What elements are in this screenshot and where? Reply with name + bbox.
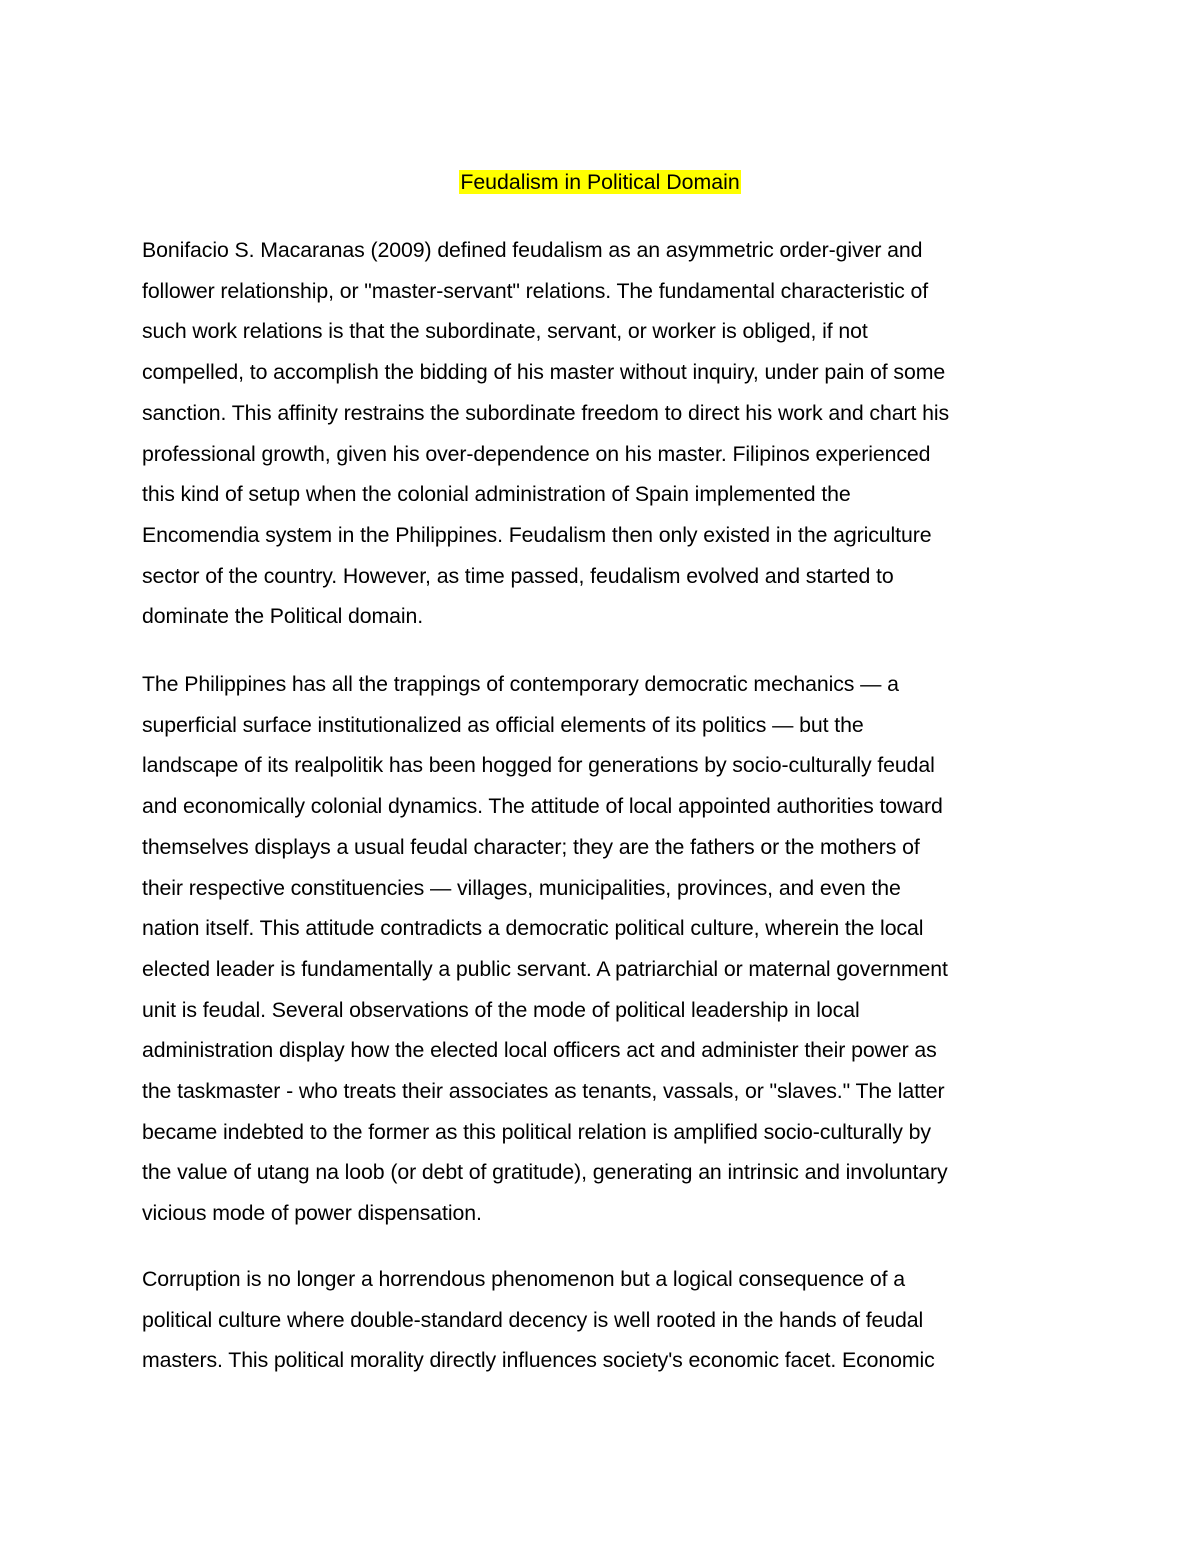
paragraph-line: The Philippines has all the trappings of contemporary democratic mechanics — a <box>142 672 899 696</box>
paragraph-line: masters. This political morality directly influences society's economic facet. Economic <box>142 1348 935 1373</box>
paragraph-line: unit is feudal. Several observations of the mode of political leadership in local <box>142 997 860 1022</box>
paragraph-line: themselves displays a usual feudal character; they are the fathers or the mothers of <box>142 834 920 859</box>
paragraph-line: this kind of setup when the colonial administration of Spain implemented the <box>142 482 851 507</box>
paragraph-line: follower relationship, or "master-servant" relations. The fundamental characteristic of <box>142 278 929 303</box>
paragraph-line: political culture where double-standard decency is well rooted in the hands of feudal <box>142 1307 924 1332</box>
paragraph-line: Corruption is no longer a horrendous phenomenon but a logical consequence of a <box>142 1267 905 1291</box>
paragraph-line: became indebted to the former as this political relation is amplified socio-culturally by <box>142 1119 931 1144</box>
document-title: Feudalism in Political Domain <box>460 170 740 194</box>
paragraph-line: their respective constituencies — villages, municipalities, provinces, and even the <box>142 875 901 900</box>
paragraph-line: sector of the country. However, as time passed, feudalism evolved and started to <box>142 563 894 588</box>
paragraph-1 <box>142 230 1057 637</box>
paragraph-line: compelled, to accomplish the bidding of his master without inquiry, under pain of some <box>142 360 946 385</box>
title-container <box>0 168 1200 196</box>
paragraph-2 <box>142 664 1057 1234</box>
paragraph-line: such work relations is that the subordinate, servant, or worker is obliged, if not <box>142 319 868 344</box>
paragraph-line: the taskmaster - who treats their associates as tenants, vassals, or "slaves." The latter <box>142 1079 945 1104</box>
paragraph-line: landscape of its realpolitik has been hogged for generations by socio-culturally feudal <box>142 753 935 778</box>
paragraph-line: and economically colonial dynamics. The attitude of local appointed authorities toward <box>142 794 943 819</box>
paragraph-line: dominate the Political domain. <box>142 604 424 629</box>
paragraph-line: Encomendia system in the Philippines. Feudalism then only existed in the agriculture <box>142 522 932 547</box>
paragraph-line: superficial surface institutionalized as official elements of its politics — but the <box>142 712 864 737</box>
paragraph-line: nation itself. This attitude contradicts a democratic political culture, wherein the local <box>142 916 924 941</box>
paragraph-line: vicious mode of power dispensation. <box>142 1201 482 1226</box>
paragraph-line: administration display how the elected local officers act and administer their power as <box>142 1038 937 1063</box>
paragraph-line: professional growth, given his over-dependence on his master. Filipinos experienced <box>142 441 931 466</box>
paragraph-line: sanction. This affinity restrains the subordinate freedom to direct his work and chart his <box>142 400 950 425</box>
paragraph-line: the value of utang na loob (or debt of gratitude), generating an intrinsic and involuntary <box>142 1160 948 1185</box>
paragraph-3 <box>142 1259 1057 1381</box>
paragraph-line: elected leader is fundamentally a public servant. A patriarchial or maternal government <box>142 956 948 981</box>
paragraph-line: Bonifacio S. Macaranas (2009) defined feudalism as an asymmetric order-giver and <box>142 238 923 262</box>
